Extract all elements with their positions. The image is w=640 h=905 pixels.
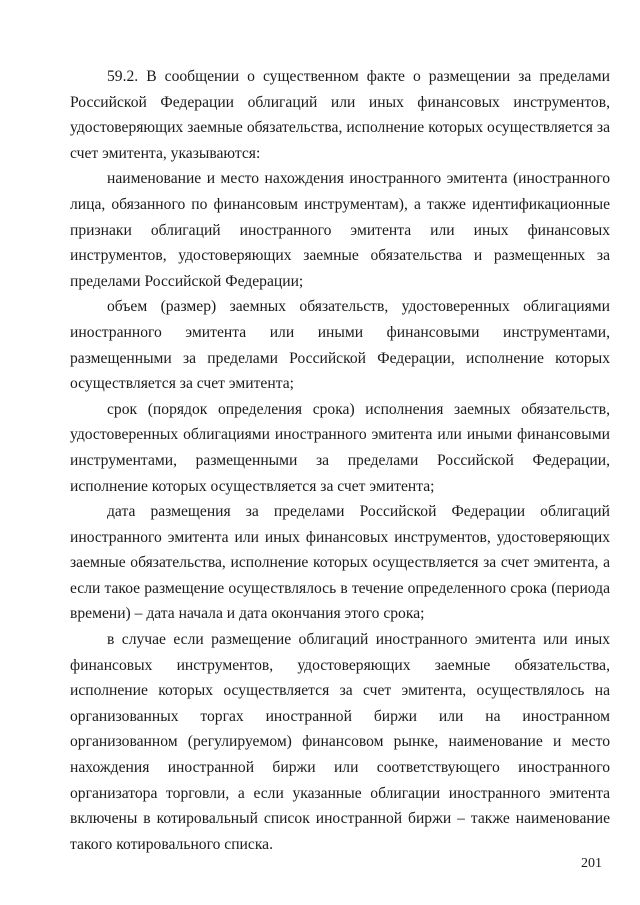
paragraph-obligation-volume: объем (размер) заемных обязательств, удостоверенных облигациями иностранного эмитента или иными финансовыми инструментами, размещенными за пределами Российской Федерации, исполнение которых осуществляется за счет эмитента; xyxy=(70,298,610,393)
body-text xyxy=(70,64,610,857)
paragraph-exchange-listing: в случае если размещение облигаций иностранного эмитента или иных финансовых инструментов, удостоверяющих заемные обязательства, исполнение которых осуществляется за счет эмитента, осуществлялось на организованных торгах иностранной биржи или на иностранном организованном (регулируемом) финансовом рынке, наименование и место нахождения иностранной биржи или соответствующего иностранного организатора торговли, а если указанные облигации иностранного эмитента включены в котировальный список иностранной биржи – также наименование такого котировального списка. xyxy=(70,631,610,853)
paragraph-obligation-term: срок (порядок определения срока) исполнения заемных обязательств, удостоверенных облигациями иностранного эмитента или иными финансовыми инструментами, размещенными за пределами Российской Федерации, исполнение которых осуществляется за счет эмитента; xyxy=(70,400,610,495)
paragraph-placement-date: дата размещения за пределами Российской Федерации облигаций иностранного эмитента или иных финансовых инструментов, удостоверяющих заемные обязательства, исполнение которых осуществляется за счет эмитента, а если такое размещение осуществлялось в течение определенного срока (периода времени) – дата начала и дата окончания этого срока; xyxy=(70,503,610,623)
paragraph-59-2-intro: 59.2. В сообщении о существенном факте о размещении за пределами Российской Федерации облигаций или иных финансовых инструментов, удостоверяющих заемные обязательства, исполнение которых осуществляется за счет эмитента, указываются: xyxy=(70,68,610,162)
paragraph-issuer-name: наименование и место нахождения иностранного эмитента (иностранного лица, обязанного по финансовым инструментам), а также идентификационные признаки облигаций иностранного эмитента или иных финансовых инструментов, удостоверяющих заемные обязательства и размещенных за пределами Российской Федерации; xyxy=(70,170,610,290)
page-number: 201 xyxy=(581,856,602,871)
